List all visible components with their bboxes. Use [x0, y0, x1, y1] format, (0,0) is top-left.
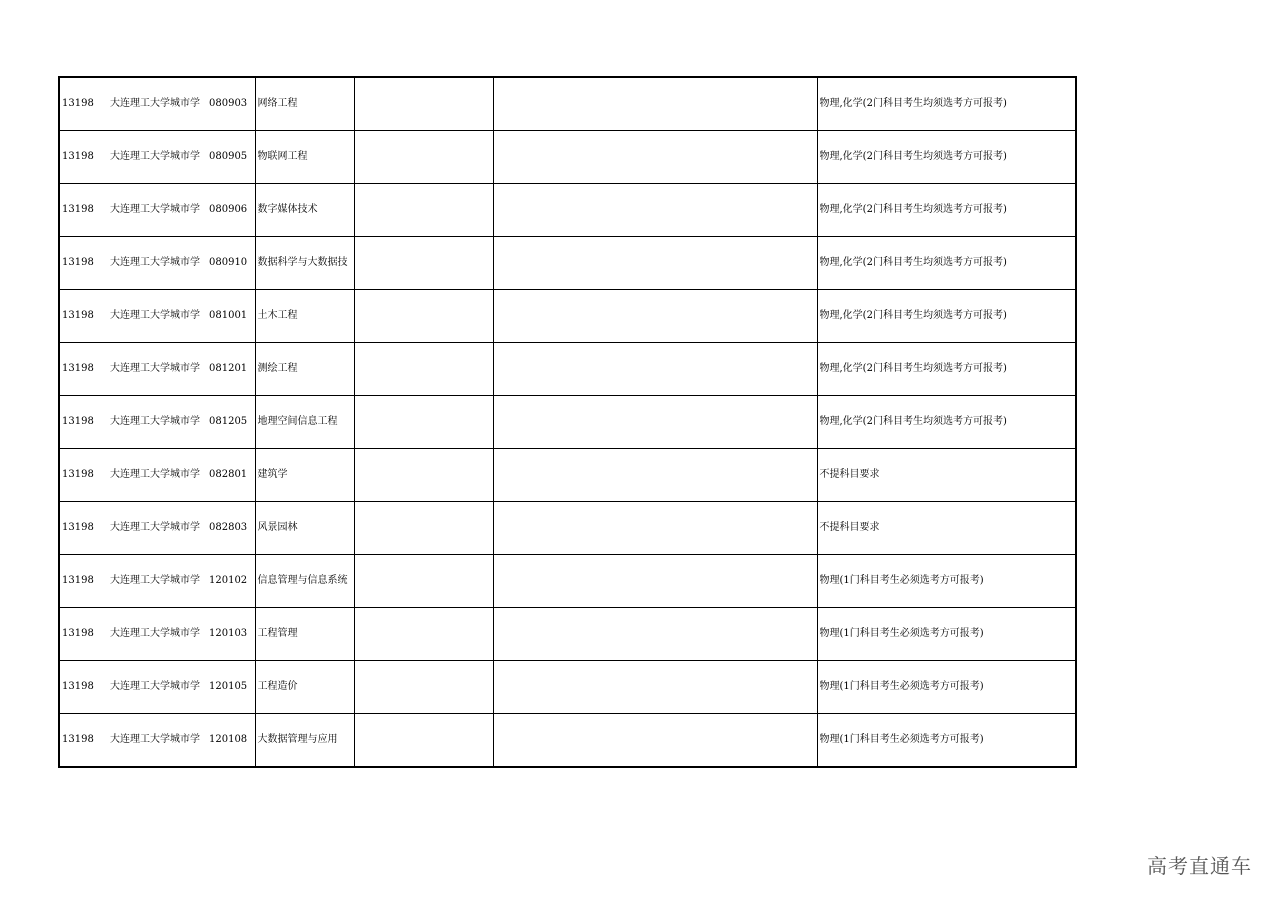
- school-code-cell: 13198: [59, 396, 108, 449]
- major-name-cell: 数字媒体技术: [255, 184, 354, 237]
- subject-requirement-cell: 物理,化学(2门科目考生均须选考方可报考): [817, 343, 1076, 396]
- empty-cell: [493, 608, 817, 661]
- major-name-cell: 工程造价: [255, 661, 354, 714]
- major-code-cell: 081205: [207, 396, 255, 449]
- empty-cell: [354, 131, 493, 184]
- empty-cell: [354, 661, 493, 714]
- empty-cell: [354, 555, 493, 608]
- school-code-cell: 13198: [59, 714, 108, 768]
- school-code-cell: 13198: [59, 184, 108, 237]
- table-row: [59, 555, 1076, 608]
- empty-cell: [493, 714, 817, 768]
- empty-cell: [493, 184, 817, 237]
- school-name-cell: 大连理工大学城市学: [108, 608, 207, 661]
- empty-cell: [354, 396, 493, 449]
- empty-cell: [493, 131, 817, 184]
- empty-cell: [493, 449, 817, 502]
- major-code-cell: 120108: [207, 714, 255, 768]
- school-name-cell: 大连理工大学城市学: [108, 396, 207, 449]
- major-name-cell: 建筑学: [255, 449, 354, 502]
- major-code-cell: 082803: [207, 502, 255, 555]
- major-name-cell: 数据科学与大数据技: [255, 237, 354, 290]
- table-row: [59, 502, 1076, 555]
- major-name-cell: 工程管理: [255, 608, 354, 661]
- school-code-cell: 13198: [59, 343, 108, 396]
- school-name-cell: 大连理工大学城市学: [108, 714, 207, 768]
- empty-cell: [493, 661, 817, 714]
- subject-requirement-cell: 物理,化学(2门科目考生均须选考方可报考): [817, 396, 1076, 449]
- major-name-cell: 网络工程: [255, 77, 354, 131]
- major-name-cell: 信息管理与信息系统: [255, 555, 354, 608]
- table-row: [59, 77, 1076, 131]
- subject-requirement-cell: 物理,化学(2门科目考生均须选考方可报考): [817, 290, 1076, 343]
- empty-cell: [354, 237, 493, 290]
- table-row: [59, 343, 1076, 396]
- major-name-cell: 土木工程: [255, 290, 354, 343]
- school-code-cell: 13198: [59, 77, 108, 131]
- school-name-cell: 大连理工大学城市学: [108, 77, 207, 131]
- major-name-cell: 风景园林: [255, 502, 354, 555]
- major-name-cell: 大数据管理与应用: [255, 714, 354, 768]
- empty-cell: [493, 237, 817, 290]
- subject-requirement-cell: 物理,化学(2门科目考生均须选考方可报考): [817, 131, 1076, 184]
- table-row: [59, 714, 1076, 768]
- school-code-cell: 13198: [59, 555, 108, 608]
- subject-requirement-cell: 物理(1门科目考生必须选考方可报考): [817, 555, 1076, 608]
- subject-requirement-cell: 物理,化学(2门科目考生均须选考方可报考): [817, 237, 1076, 290]
- major-name-cell: 测绘工程: [255, 343, 354, 396]
- empty-cell: [493, 343, 817, 396]
- subject-requirement-cell: 物理(1门科目考生必须选考方可报考): [817, 608, 1076, 661]
- school-name-cell: 大连理工大学城市学: [108, 343, 207, 396]
- major-code-cell: 080906: [207, 184, 255, 237]
- empty-cell: [354, 608, 493, 661]
- table-row: [59, 396, 1076, 449]
- empty-cell: [493, 555, 817, 608]
- empty-cell: [493, 77, 817, 131]
- school-code-cell: 13198: [59, 237, 108, 290]
- school-name-cell: 大连理工大学城市学: [108, 555, 207, 608]
- table-body: [59, 77, 1076, 767]
- major-code-cell: 120102: [207, 555, 255, 608]
- table-row: [59, 449, 1076, 502]
- school-name-cell: 大连理工大学城市学: [108, 184, 207, 237]
- empty-cell: [493, 502, 817, 555]
- empty-cell: [493, 290, 817, 343]
- subject-requirement-cell: 物理(1门科目考生必须选考方可报考): [817, 714, 1076, 768]
- major-code-cell: 080905: [207, 131, 255, 184]
- subject-requirement-cell: 不提科目要求: [817, 449, 1076, 502]
- empty-cell: [354, 77, 493, 131]
- major-code-cell: 120103: [207, 608, 255, 661]
- school-name-cell: 大连理工大学城市学: [108, 449, 207, 502]
- school-code-cell: 13198: [59, 131, 108, 184]
- school-code-cell: 13198: [59, 608, 108, 661]
- school-name-cell: 大连理工大学城市学: [108, 661, 207, 714]
- school-name-cell: 大连理工大学城市学: [108, 131, 207, 184]
- subject-requirement-cell: 物理(1门科目考生必须选考方可报考): [817, 661, 1076, 714]
- subject-requirement-cell: 不提科目要求: [817, 502, 1076, 555]
- major-code-cell: 120105: [207, 661, 255, 714]
- school-code-cell: 13198: [59, 502, 108, 555]
- school-code-cell: 13198: [59, 449, 108, 502]
- empty-cell: [354, 449, 493, 502]
- major-code-cell: 082801: [207, 449, 255, 502]
- school-name-cell: 大连理工大学城市学: [108, 290, 207, 343]
- subject-requirement-cell: 物理,化学(2门科目考生均须选考方可报考): [817, 184, 1076, 237]
- table-row: [59, 290, 1076, 343]
- major-code-cell: 081001: [207, 290, 255, 343]
- school-name-cell: 大连理工大学城市学: [108, 237, 207, 290]
- school-code-cell: 13198: [59, 290, 108, 343]
- major-code-cell: 080903: [207, 77, 255, 131]
- major-name-cell: 物联网工程: [255, 131, 354, 184]
- table-row: [59, 184, 1076, 237]
- school-code-cell: 13198: [59, 661, 108, 714]
- empty-cell: [354, 714, 493, 768]
- subject-requirement-cell: 物理,化学(2门科目考生均须选考方可报考): [817, 77, 1076, 131]
- major-name-cell: 地理空间信息工程: [255, 396, 354, 449]
- empty-cell: [493, 396, 817, 449]
- subject-requirements-table: [58, 76, 1077, 768]
- watermark-text: 高考直通车: [1147, 854, 1252, 878]
- empty-cell: [354, 184, 493, 237]
- major-code-cell: 080910: [207, 237, 255, 290]
- major-code-cell: 081201: [207, 343, 255, 396]
- table-row: [59, 131, 1076, 184]
- table-row: [59, 608, 1076, 661]
- table-row: [59, 661, 1076, 714]
- school-name-cell: 大连理工大学城市学: [108, 502, 207, 555]
- empty-cell: [354, 502, 493, 555]
- empty-cell: [354, 290, 493, 343]
- table-row: [59, 237, 1076, 290]
- empty-cell: [354, 343, 493, 396]
